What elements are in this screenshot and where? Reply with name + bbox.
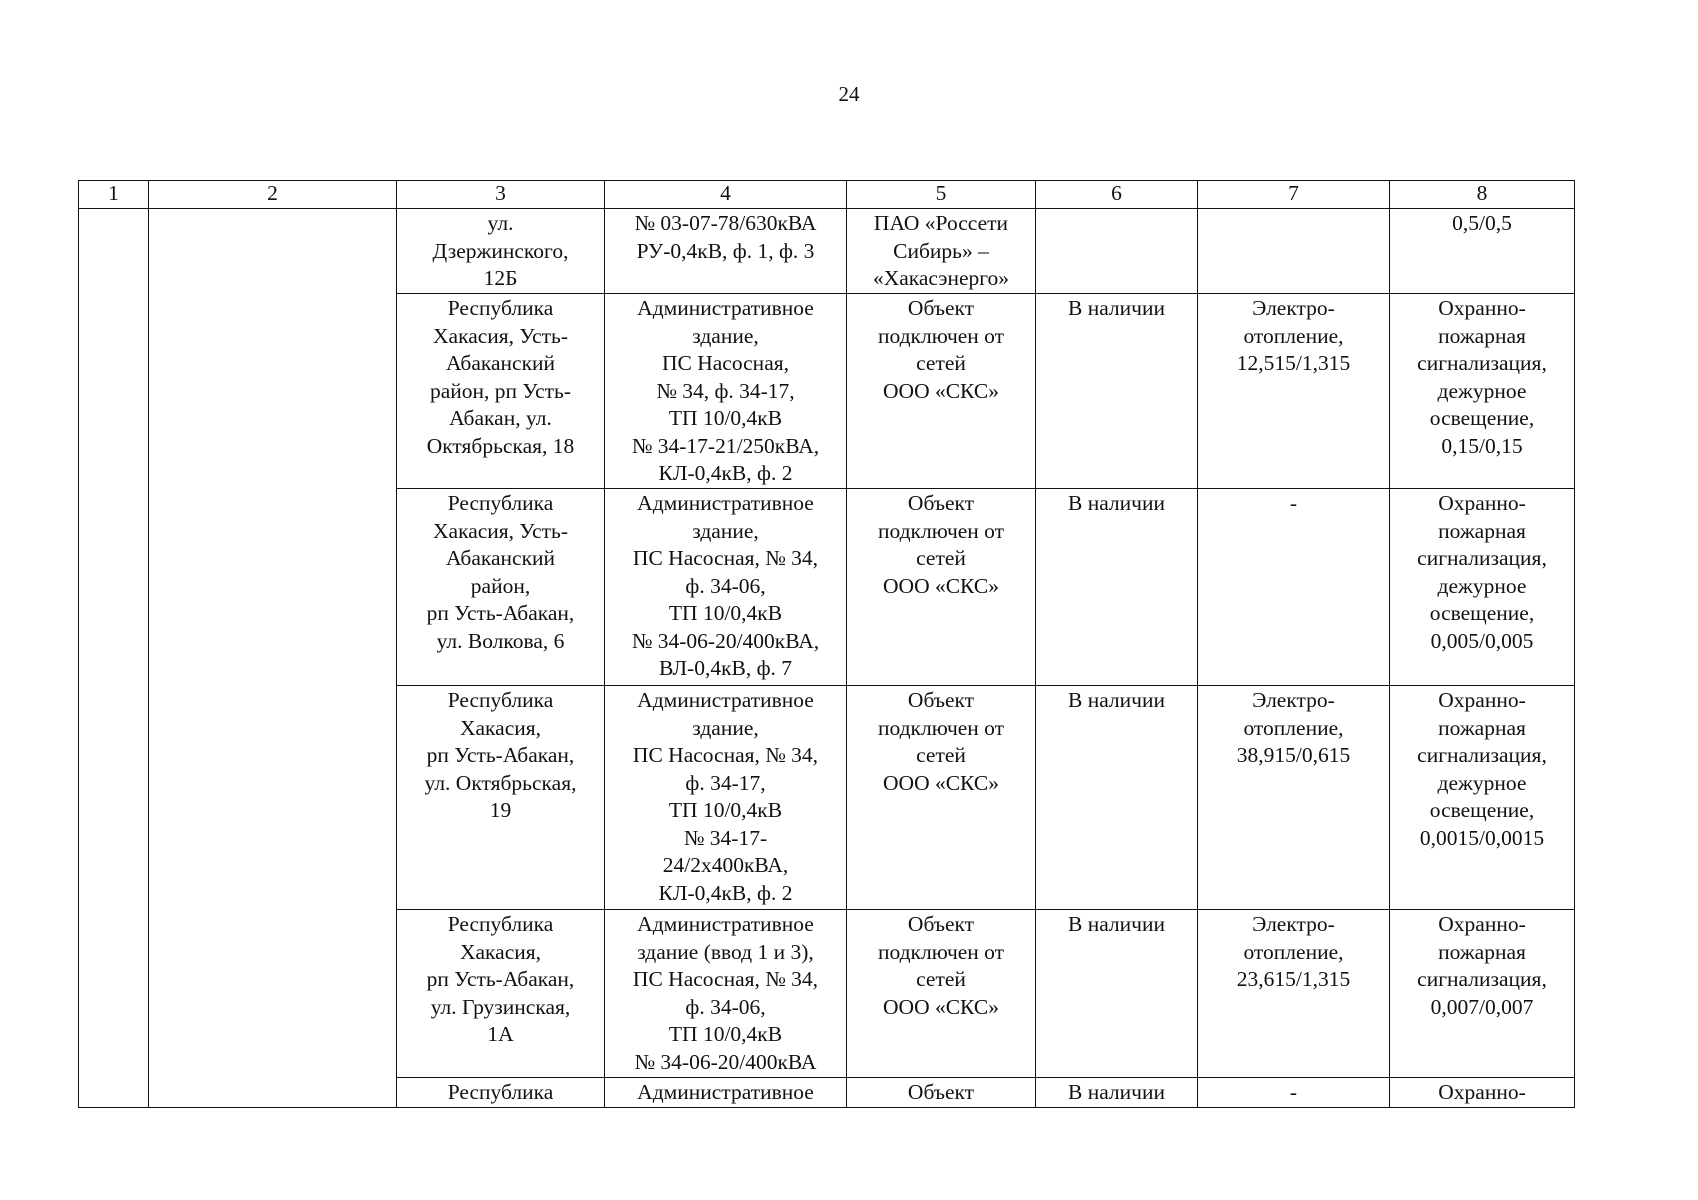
merged-cell-col2 bbox=[149, 209, 397, 1108]
data-table bbox=[78, 180, 1575, 1108]
heating-cell: Электро- отопление, 38,915/0,615 bbox=[1198, 686, 1390, 910]
address-cell: Республика Хакасия, Усть- Абаканский район, рп Усть-Абакан, ул. Волкова, 6 bbox=[397, 489, 605, 686]
connection-cell: Административное здание, ПС Насосная, № 34, ф. 34-17, ТП 10/0,4кВ № 34-17- 24/2х400кВА, КЛ-0,4кВ, ф. 2 bbox=[605, 686, 847, 910]
security-cell: Охранно- bbox=[1390, 1078, 1575, 1108]
heating-cell: Электро- отопление, 23,615/1,315 bbox=[1198, 910, 1390, 1078]
table-row bbox=[79, 209, 1575, 294]
address-cell: ул. Дзержинского, 12Б bbox=[397, 209, 605, 294]
security-cell: Охранно- пожарная сигнализация, дежурное освещение, 0,005/0,005 bbox=[1390, 489, 1575, 686]
column-header-4: 4 bbox=[605, 181, 847, 209]
security-cell: 0,5/0,5 bbox=[1390, 209, 1575, 294]
heating-cell: - bbox=[1198, 489, 1390, 686]
connection-cell: Административное здание, ПС Насосная, № 34, ф. 34-06, ТП 10/0,4кВ № 34-06-20/400кВА, ВЛ-0,4кВ, ф. 7 bbox=[605, 489, 847, 686]
availability-cell: В наличии bbox=[1036, 294, 1198, 489]
connection-cell: Административное bbox=[605, 1078, 847, 1108]
availability-cell: В наличии bbox=[1036, 489, 1198, 686]
connection-cell: Административное здание (ввод 1 и 3), ПС Насосная, № 34, ф. 34-06, ТП 10/0,4кВ № 34-06-20/400кВА bbox=[605, 910, 847, 1078]
heating-cell bbox=[1198, 209, 1390, 294]
column-header-8: 8 bbox=[1390, 181, 1575, 209]
merged-cell-col1 bbox=[79, 209, 149, 1108]
availability-cell bbox=[1036, 209, 1198, 294]
address-cell: Республика Хакасия, рп Усть-Абакан, ул. Октябрьская, 19 bbox=[397, 686, 605, 910]
header-row bbox=[79, 181, 1575, 209]
grid-cell: ПАО «Россети Сибирь» – «Хакасэнерго» bbox=[847, 209, 1036, 294]
grid-cell: Объект подключен от сетей ООО «СКС» bbox=[847, 910, 1036, 1078]
security-cell: Охранно- пожарная сигнализация, 0,007/0,007 bbox=[1390, 910, 1575, 1078]
heating-cell: - bbox=[1198, 1078, 1390, 1108]
grid-cell: Объект подключен от сетей ООО «СКС» bbox=[847, 294, 1036, 489]
heating-cell: Электро- отопление, 12,515/1,315 bbox=[1198, 294, 1390, 489]
column-header-6: 6 bbox=[1036, 181, 1198, 209]
grid-cell: Объект подключен от сетей ООО «СКС» bbox=[847, 686, 1036, 910]
column-header-5: 5 bbox=[847, 181, 1036, 209]
address-cell: Республика Хакасия, Усть- Абаканский район, рп Усть- Абакан, ул. Октябрьская, 18 bbox=[397, 294, 605, 489]
security-cell: Охранно- пожарная сигнализация, дежурное освещение, 0,0015/0,0015 bbox=[1390, 686, 1575, 910]
availability-cell: В наличии bbox=[1036, 910, 1198, 1078]
column-header-7: 7 bbox=[1198, 181, 1390, 209]
column-header-2: 2 bbox=[149, 181, 397, 209]
address-cell: Республика Хакасия, рп Усть-Абакан, ул. Грузинская, 1А bbox=[397, 910, 605, 1078]
address-cell: Республика bbox=[397, 1078, 605, 1108]
grid-cell: Объект подключен от сетей ООО «СКС» bbox=[847, 489, 1036, 686]
column-header-3: 3 bbox=[397, 181, 605, 209]
availability-cell: В наличии bbox=[1036, 686, 1198, 910]
grid-cell: Объект bbox=[847, 1078, 1036, 1108]
connection-cell: Административное здание, ПС Насосная, № 34, ф. 34-17, ТП 10/0,4кВ № 34-17-21/250кВА, КЛ-0,4кВ, ф. 2 bbox=[605, 294, 847, 489]
security-cell: Охранно- пожарная сигнализация, дежурное освещение, 0,15/0,15 bbox=[1390, 294, 1575, 489]
availability-cell: В наличии bbox=[1036, 1078, 1198, 1108]
column-header-1: 1 bbox=[79, 181, 149, 209]
connection-cell: № 03-07-78/630кВА РУ-0,4кВ, ф. 1, ф. 3 bbox=[605, 209, 847, 294]
page-number: 24 bbox=[838, 82, 860, 106]
